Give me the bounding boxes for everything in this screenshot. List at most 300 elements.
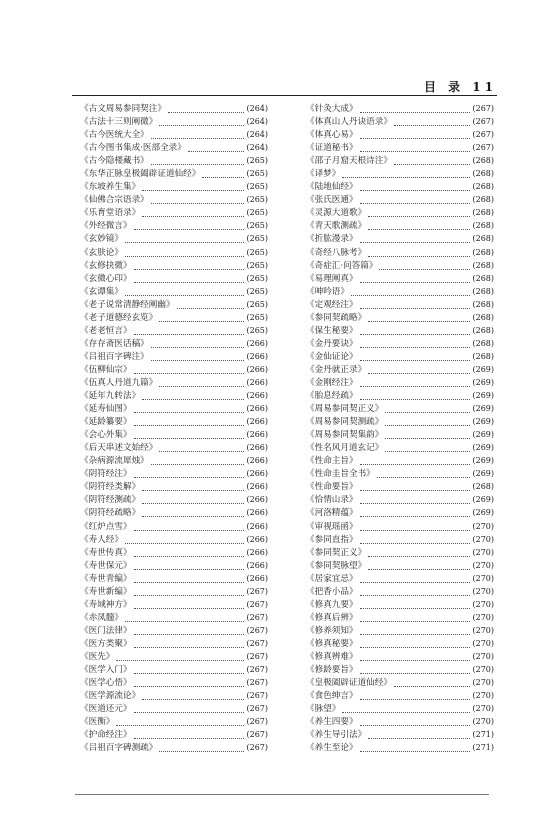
dot-leader xyxy=(134,221,245,230)
toc-entry-page: (268) xyxy=(472,169,494,179)
toc-entry-page: (267) xyxy=(246,586,268,596)
toc-entry xyxy=(306,728,494,741)
toc-entry-title: 《灵源大道歌》 xyxy=(306,208,367,219)
toc-entry-title: 《存存斋医话稿》 xyxy=(80,338,149,349)
toc-entry-title: 《赤凤髓》 xyxy=(80,612,123,623)
toc-entry-title: 《性命要旨》 xyxy=(306,482,358,493)
toc-entry xyxy=(80,676,268,689)
toc-entry-page: (265) xyxy=(246,273,268,283)
toc-entry-page: (269) xyxy=(472,508,494,518)
dot-leader xyxy=(360,665,471,674)
dot-leader xyxy=(360,482,471,491)
toc-entry-page: (268) xyxy=(472,312,494,322)
toc-entry-page: (266) xyxy=(246,469,268,479)
toc-entry xyxy=(80,167,268,180)
toc-entry-title: 《吕祖百字碑注》 xyxy=(80,351,149,362)
toc-entry-page: (264) xyxy=(246,130,268,140)
toc-entry-title: 《参同直指》 xyxy=(306,534,358,545)
toc-entry-title: 《修真九要》 xyxy=(306,599,358,610)
toc-entry xyxy=(306,311,494,324)
toc-entry-title: 《玄谭集》 xyxy=(80,286,123,297)
toc-entry-title: 《证道秘书》 xyxy=(306,143,358,154)
toc-entry xyxy=(306,363,494,376)
toc-entry-page: (266) xyxy=(246,482,268,492)
toc-entry xyxy=(80,650,268,663)
toc-entry-page: (265) xyxy=(246,221,268,231)
toc-entry-page: (267) xyxy=(246,651,268,661)
toc-entry xyxy=(80,702,268,715)
dot-leader xyxy=(360,574,471,583)
toc-entry-title: 《阴符经测疏》 xyxy=(80,495,141,506)
toc-entry-page: (267) xyxy=(246,638,268,648)
toc-entry xyxy=(306,493,494,506)
dot-leader xyxy=(360,717,471,726)
toc-entry-title: 《医道还元》 xyxy=(80,704,132,715)
toc-entry-title: 《会心外集》 xyxy=(80,430,132,441)
toc-entry-page: (265) xyxy=(246,208,268,218)
toc-entry xyxy=(80,363,268,376)
toc-entry-title: 《译梦》 xyxy=(306,169,341,180)
toc-entry-title: 《医衡》 xyxy=(80,717,115,728)
dot-leader xyxy=(125,234,245,243)
header-rule xyxy=(72,95,497,96)
toc-entry-page: (266) xyxy=(246,377,268,387)
toc-entry-title: 《养生导引法》 xyxy=(306,730,367,741)
dot-leader xyxy=(159,117,244,126)
dot-leader xyxy=(368,561,470,570)
toc-entry-page: (270) xyxy=(472,612,494,622)
toc-entry xyxy=(306,624,494,637)
dot-leader xyxy=(360,639,471,648)
toc-entry-title: 《金仙证论》 xyxy=(306,351,358,362)
toc-entry xyxy=(306,637,494,650)
toc-entry-page: (265) xyxy=(246,169,268,179)
toc-entry-page: (270) xyxy=(472,691,494,701)
toc-entry-page: (268) xyxy=(472,195,494,205)
dot-leader xyxy=(360,495,471,504)
toc-entry-page: (266) xyxy=(246,404,268,414)
toc-entry-page: (266) xyxy=(246,508,268,518)
dot-leader xyxy=(134,587,245,596)
toc-entry-page: (269) xyxy=(472,417,494,427)
toc-entry-page: (268) xyxy=(472,273,494,283)
toc-entry-title: 《玄妙镜》 xyxy=(80,234,123,245)
toc-entry xyxy=(80,259,268,272)
dot-leader xyxy=(360,378,471,387)
toc-entry-page: (264) xyxy=(246,117,268,127)
toc-entry-page: (270) xyxy=(472,665,494,675)
dot-leader xyxy=(360,274,471,283)
toc-entry xyxy=(306,441,494,454)
toc-entry-page: (268) xyxy=(472,156,494,166)
dot-leader xyxy=(188,143,245,152)
toc-entry-page: (268) xyxy=(472,338,494,348)
toc-entry-title: 《寿域神方》 xyxy=(80,599,132,610)
toc-entry-title: 《恰情山录》 xyxy=(306,495,358,506)
toc-entry xyxy=(80,389,268,402)
toc-entry xyxy=(80,376,268,389)
toc-entry-page: (268) xyxy=(472,325,494,335)
toc-entry-page: (266) xyxy=(246,351,268,361)
dot-leader xyxy=(368,730,470,739)
dot-leader xyxy=(360,522,471,531)
page-header-title: 目 录 11 xyxy=(423,80,497,94)
toc-entry-title: 《奇症汇·问答篇》 xyxy=(306,260,378,271)
toc-entry-title: 《易理阐真》 xyxy=(306,273,358,284)
dot-leader xyxy=(134,326,245,335)
toc-entry xyxy=(306,650,494,663)
toc-entry-title: 《金丹要诀》 xyxy=(306,338,358,349)
toc-entry xyxy=(80,154,268,167)
toc-entry-title: 《玄微心印》 xyxy=(80,273,132,284)
toc-entry-page: (268) xyxy=(472,286,494,296)
dot-leader xyxy=(134,678,245,687)
toc-entry-title: 《寿世青编》 xyxy=(80,573,132,584)
dot-leader xyxy=(202,169,244,178)
toc-entry xyxy=(80,193,268,206)
dot-leader xyxy=(142,495,244,504)
toc-entry-page: (270) xyxy=(472,521,494,531)
dot-leader xyxy=(368,208,470,217)
dot-leader xyxy=(360,626,471,635)
dot-leader xyxy=(142,391,244,400)
dot-leader xyxy=(142,691,244,700)
toc-entry-title: 《吕祖百字碑测疏》 xyxy=(80,743,158,754)
toc-entry xyxy=(306,611,494,624)
toc-entry xyxy=(80,102,268,115)
dot-leader xyxy=(394,156,471,165)
toc-entry-title: 《延寿仙图》 xyxy=(80,404,132,415)
toc-entry-page: (270) xyxy=(472,704,494,714)
toc-entry xyxy=(306,102,494,115)
toc-entry-title: 《延龄纂要》 xyxy=(80,417,132,428)
dot-leader xyxy=(394,678,471,687)
toc-entry-page: (270) xyxy=(472,717,494,727)
toc-entry-title: 《性名风月道玄记》 xyxy=(306,443,384,454)
toc-entry xyxy=(306,663,494,676)
toc-entry-title: 《古法十三则阐微》 xyxy=(80,117,158,128)
toc-entry xyxy=(80,585,268,598)
toc-entry-page: (270) xyxy=(472,560,494,570)
toc-entry-page: (271) xyxy=(472,730,494,740)
toc-entry-page: (265) xyxy=(246,325,268,335)
toc-entry-title: 《古今隐楼藏书》 xyxy=(80,156,149,167)
toc-entry-page: (265) xyxy=(246,156,268,166)
dot-leader xyxy=(134,730,245,739)
toc-entry-page: (267) xyxy=(246,678,268,688)
dot-leader xyxy=(360,143,471,152)
toc-entry-page: (269) xyxy=(472,469,494,479)
toc-entry xyxy=(306,389,494,402)
toc-entry-title: 《青天歌测疏》 xyxy=(306,221,367,232)
toc-entry-page: (266) xyxy=(246,364,268,374)
dot-leader xyxy=(125,613,245,622)
dot-leader xyxy=(151,456,245,465)
toc-entry-page: (268) xyxy=(472,208,494,218)
toc-entry-title: 《古今图书集成·医部全录》 xyxy=(80,143,186,154)
toc-entry-page: (267) xyxy=(246,730,268,740)
toc-entry-page: (271) xyxy=(472,743,494,753)
toc-entry xyxy=(80,728,268,741)
toc-entry-page: (269) xyxy=(472,443,494,453)
dot-leader xyxy=(159,378,244,387)
toc-entry-page: (270) xyxy=(472,678,494,688)
toc-entry xyxy=(306,206,494,219)
toc-entry-title: 《皇极阖辟证道仙经》 xyxy=(306,678,392,689)
toc-entry-page: (267) xyxy=(246,612,268,622)
dot-leader xyxy=(360,456,471,465)
dot-leader xyxy=(360,104,471,113)
toc-entry-page: (269) xyxy=(472,430,494,440)
toc-entry-page: (265) xyxy=(246,182,268,192)
toc-entry-title: 《医先》 xyxy=(80,651,115,662)
toc-entry xyxy=(306,141,494,154)
toc-entry-page: (269) xyxy=(472,456,494,466)
dot-leader xyxy=(159,313,244,322)
toc-entry-page: (268) xyxy=(472,482,494,492)
dot-leader xyxy=(377,469,471,478)
toc-entry-title: 《修养须知》 xyxy=(306,625,358,636)
toc-entry-page: (265) xyxy=(246,312,268,322)
toc-entry xyxy=(306,585,494,598)
toc-entry xyxy=(80,337,268,350)
toc-entry xyxy=(80,520,268,533)
toc-entry-page: (268) xyxy=(472,299,494,309)
toc-entry-title: 《周易参同契集韵》 xyxy=(306,430,384,441)
toc-entry xyxy=(80,115,268,128)
toc-entry xyxy=(80,559,268,572)
toc-entry-title: 《老子说常清静经阐幽》 xyxy=(80,299,175,310)
toc-entry-title: 《金丹就正录》 xyxy=(306,364,367,375)
dot-leader xyxy=(385,417,470,426)
dot-leader xyxy=(360,300,471,309)
toc-entry xyxy=(80,611,268,624)
toc-entry xyxy=(306,506,494,519)
toc-entry xyxy=(306,428,494,441)
dot-leader xyxy=(151,339,245,348)
toc-entry-title: 《参同契脉望》 xyxy=(306,560,367,571)
toc-entry-title: 《老子道德经玄览》 xyxy=(80,312,158,323)
toc-entry-title: 《后天串述文始经》 xyxy=(80,443,158,454)
toc-entry-page: (268) xyxy=(472,247,494,257)
toc-entry xyxy=(80,624,268,637)
toc-entry xyxy=(80,415,268,428)
toc-entry-title: 《性命主旨》 xyxy=(306,456,358,467)
dot-leader xyxy=(151,130,245,139)
toc-entry xyxy=(306,520,494,533)
dot-leader xyxy=(360,652,471,661)
dot-leader xyxy=(360,130,471,139)
toc-entry-page: (265) xyxy=(246,234,268,244)
toc-entry-title: 《医方类聚》 xyxy=(80,638,132,649)
toc-entry-title: 《体真心易》 xyxy=(306,130,358,141)
toc-entry-title: 《参同契疏略》 xyxy=(306,312,367,323)
toc-entry-title: 《古今医统大全》 xyxy=(80,130,149,141)
toc-entry xyxy=(306,350,494,363)
dot-leader xyxy=(342,704,470,713)
toc-entry-title: 《审视瑶函》 xyxy=(306,521,358,532)
toc-entry xyxy=(80,663,268,676)
toc-entry xyxy=(80,272,268,285)
toc-entry xyxy=(306,546,494,559)
toc-entry-title: 《医学入门》 xyxy=(80,665,132,676)
toc-entry-page: (266) xyxy=(246,417,268,427)
dot-leader xyxy=(134,704,245,713)
toc-entry xyxy=(80,219,268,232)
toc-entry-title: 《脉望》 xyxy=(306,704,341,715)
dot-leader xyxy=(385,430,470,439)
toc-entry xyxy=(306,115,494,128)
toc-entry-page: (270) xyxy=(472,625,494,635)
toc-entry xyxy=(306,676,494,689)
toc-entry xyxy=(306,337,494,350)
dot-leader xyxy=(342,169,470,178)
toc-entry-page: (266) xyxy=(246,338,268,348)
toc-entry-title: 《呻吟语》 xyxy=(306,286,349,297)
toc-entry xyxy=(80,311,268,324)
toc-entry xyxy=(306,415,494,428)
toc-entry xyxy=(80,546,268,559)
toc-column-right xyxy=(306,102,494,754)
dot-leader xyxy=(134,274,245,283)
dot-leader xyxy=(394,117,471,126)
toc-entry-page: (267) xyxy=(472,143,494,153)
toc-entry-page: (269) xyxy=(472,391,494,401)
toc-entry xyxy=(80,533,268,546)
dot-leader xyxy=(379,261,470,270)
toc-entry-title: 《修真后辨》 xyxy=(306,612,358,623)
toc-entry-title: 《养生至论》 xyxy=(306,743,358,754)
toc-entry-page: (269) xyxy=(472,495,494,505)
toc-entry-title: 《参同契正义》 xyxy=(306,547,367,558)
dot-leader xyxy=(151,352,245,361)
dot-leader xyxy=(134,561,245,570)
toc-entry-page: (265) xyxy=(246,286,268,296)
toc-entry xyxy=(306,467,494,480)
dot-leader xyxy=(360,535,471,544)
toc-entry-page: (266) xyxy=(246,443,268,453)
toc-entry-title: 《医学源流论》 xyxy=(80,691,141,702)
dot-leader xyxy=(142,482,244,491)
toc-entry-page: (270) xyxy=(472,599,494,609)
toc-entry-page: (270) xyxy=(472,651,494,661)
toc-entry xyxy=(80,128,268,141)
toc-entry-title: 《玄肤论》 xyxy=(80,247,123,258)
toc-entry xyxy=(80,285,268,298)
toc-entry xyxy=(306,298,494,311)
toc-entry-page: (268) xyxy=(472,182,494,192)
toc-entry-page: (267) xyxy=(246,691,268,701)
dot-leader xyxy=(368,221,470,230)
toc-entry xyxy=(306,128,494,141)
toc-entry-title: 《寿世传真》 xyxy=(80,547,132,558)
toc-entry-title: 《修真秘要》 xyxy=(306,638,358,649)
toc-entry-page: (267) xyxy=(472,104,494,113)
toc-entry-page: (266) xyxy=(246,495,268,505)
toc-entry xyxy=(80,246,268,259)
toc-entry-page: (267) xyxy=(472,117,494,127)
toc-entry-page: (266) xyxy=(246,547,268,557)
dot-leader xyxy=(360,352,471,361)
dot-leader xyxy=(351,287,471,296)
dot-leader xyxy=(125,535,245,544)
dot-leader xyxy=(134,417,245,426)
toc-entry-title: 《体真山人丹诀语录》 xyxy=(306,117,392,128)
toc-column-left xyxy=(80,102,268,754)
toc-entry xyxy=(80,298,268,311)
toc-entry xyxy=(306,454,494,467)
dot-leader xyxy=(360,234,471,243)
toc-entry-page: (269) xyxy=(472,377,494,387)
toc-entry xyxy=(80,689,268,702)
dot-leader xyxy=(360,508,471,517)
toc-entry xyxy=(80,598,268,611)
toc-entry-title: 《乐育堂语录》 xyxy=(80,208,141,219)
toc-entry xyxy=(80,715,268,728)
toc-entry-title: 《阴符经注》 xyxy=(80,469,132,480)
bottom-rule xyxy=(75,794,489,795)
dot-leader xyxy=(134,365,245,374)
toc-entry xyxy=(306,167,494,180)
toc-entry-page: (269) xyxy=(472,364,494,374)
dot-leader xyxy=(360,743,471,752)
toc-entry xyxy=(306,246,494,259)
toc-entry-page: (265) xyxy=(246,195,268,205)
toc-entry-page: (267) xyxy=(246,717,268,727)
dot-leader xyxy=(134,522,245,531)
toc-entry-title: 《保生秘要》 xyxy=(306,325,358,336)
dot-leader xyxy=(134,639,245,648)
toc-entry-page: (270) xyxy=(472,638,494,648)
toc-entry-title: 《延年九转法》 xyxy=(80,391,141,402)
dot-leader xyxy=(134,430,245,439)
toc-entry xyxy=(306,715,494,728)
toc-entry-title: 《红炉点雪》 xyxy=(80,521,132,532)
toc-entry xyxy=(306,376,494,389)
toc-entry-title: 《胎息经疏》 xyxy=(306,391,358,402)
toc-entry-page: (268) xyxy=(472,221,494,231)
toc-entry xyxy=(80,441,268,454)
dot-leader xyxy=(116,652,244,661)
dot-leader xyxy=(116,717,244,726)
toc-entry-title: 《周易参同契正义》 xyxy=(306,404,384,415)
toc-entry-title: 《养生四要》 xyxy=(306,717,358,728)
dot-leader xyxy=(134,665,245,674)
dot-leader xyxy=(360,182,471,191)
toc-entry xyxy=(306,480,494,493)
toc-entry-title: 《修真辨难》 xyxy=(306,651,358,662)
toc-entry-page: (268) xyxy=(472,351,494,361)
toc-entry xyxy=(306,702,494,715)
toc-entry-page: (267) xyxy=(246,599,268,609)
dot-leader xyxy=(134,469,245,478)
toc-entry-title: 《邵子月窟天根诗注》 xyxy=(306,156,392,167)
dot-leader xyxy=(134,548,245,557)
dot-leader xyxy=(134,574,245,583)
dot-leader xyxy=(134,626,245,635)
toc-entry-page: (264) xyxy=(246,104,268,113)
toc-entry-title: 《折肱漫录》 xyxy=(306,234,358,245)
dot-leader xyxy=(159,443,244,452)
dot-leader xyxy=(368,548,470,557)
toc-entry-page: (266) xyxy=(246,573,268,583)
toc-entry-title: 《仙佛合宗语录》 xyxy=(80,195,149,206)
toc-entry-title: 《古文周易参同契注》 xyxy=(80,104,166,114)
toc-entry xyxy=(306,402,494,415)
dot-leader xyxy=(151,195,245,204)
toc-entry-title: 《伍柳仙宗》 xyxy=(80,364,132,375)
dot-leader xyxy=(134,261,245,270)
